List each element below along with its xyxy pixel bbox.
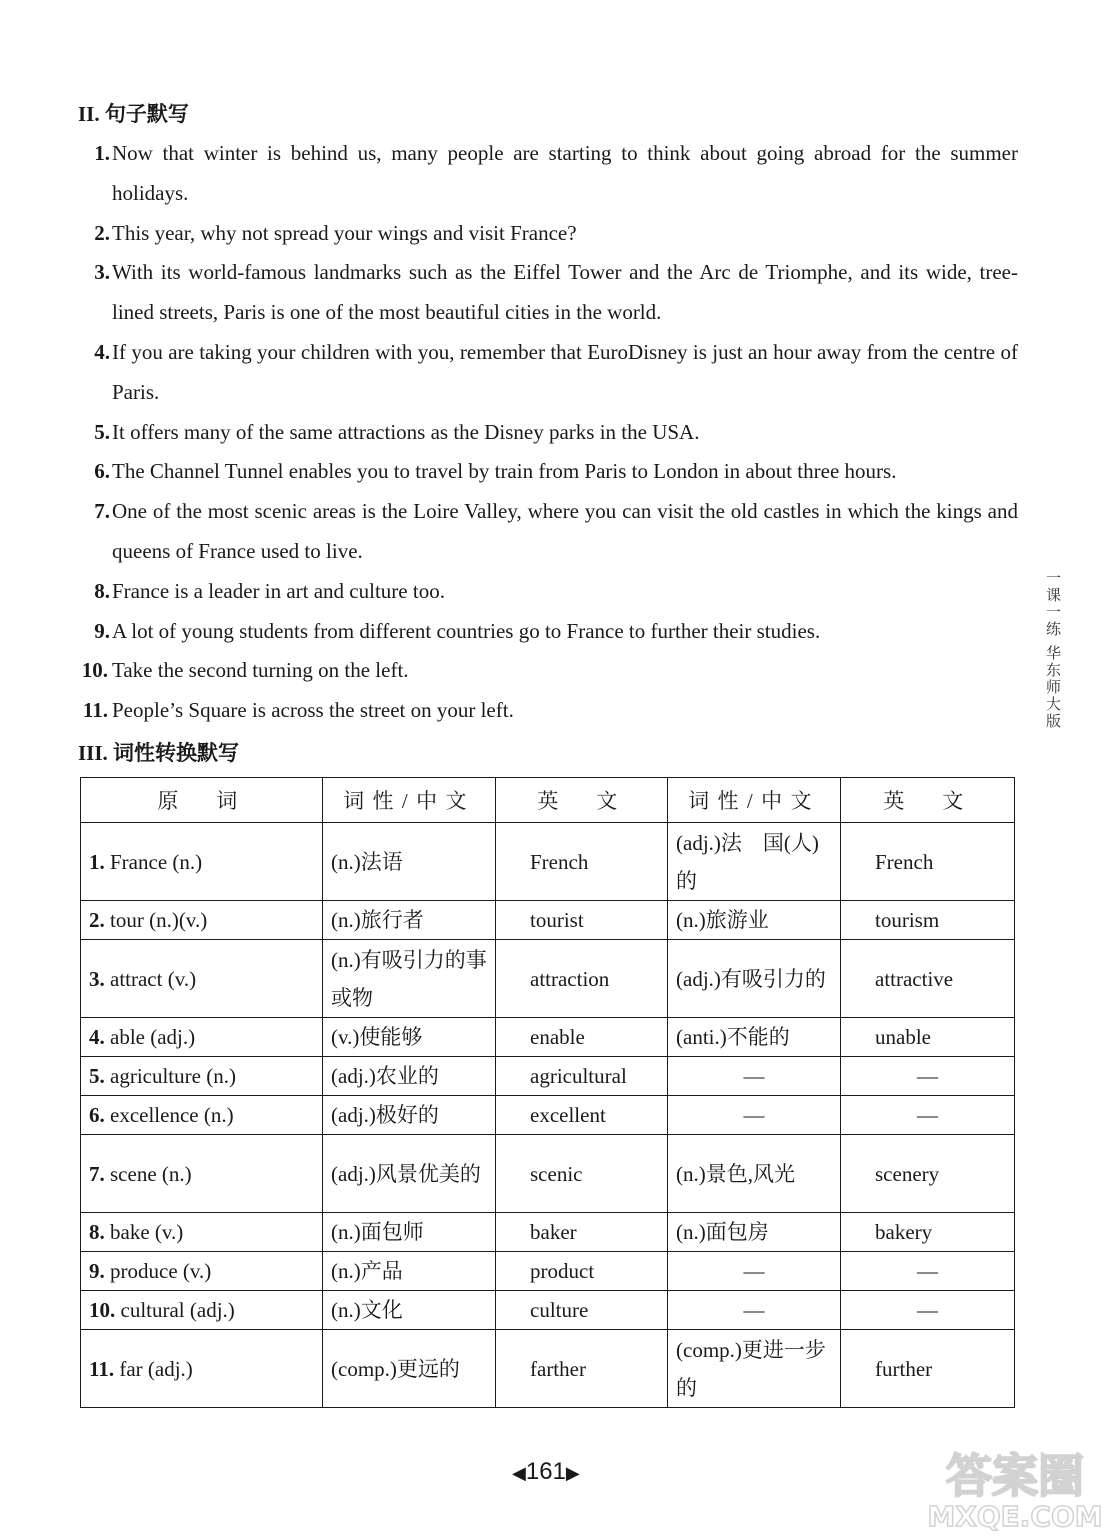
word: able bbox=[110, 1025, 145, 1049]
chinese-cell: (comp.)更远的 bbox=[323, 1330, 496, 1408]
english-cell: farther bbox=[496, 1330, 668, 1408]
word: attract bbox=[110, 966, 163, 991]
section-2-heading: II. 句子默写 bbox=[78, 102, 189, 126]
table-row bbox=[81, 940, 1015, 1018]
sentence-text: The Channel Tunnel enables you to travel by train from Paris to London in about three hours. bbox=[112, 459, 897, 484]
chinese-cell: (adj.)极好的 bbox=[323, 1096, 496, 1135]
table-row bbox=[81, 1213, 1015, 1252]
part-of-speech: (v.) bbox=[154, 1220, 184, 1244]
english-cell-2: — bbox=[841, 1096, 1015, 1135]
table-row bbox=[81, 901, 1015, 940]
sentence-number: 3. bbox=[94, 260, 110, 285]
row-number: 1. bbox=[89, 849, 105, 874]
word: scene bbox=[110, 1161, 157, 1186]
english-cell: French bbox=[496, 823, 668, 901]
word: produce bbox=[110, 1259, 178, 1283]
sentence-text: People’s Square is across the street on your left. bbox=[112, 698, 514, 723]
english-cell: attraction bbox=[496, 940, 668, 1018]
chinese-cell: (n.)文化 bbox=[323, 1291, 496, 1330]
english-cell-2: attractive bbox=[841, 940, 1015, 1018]
part-of-speech: (v.) bbox=[167, 966, 197, 991]
part-of-speech: (adj.) bbox=[189, 1298, 235, 1322]
row-number: 7. bbox=[89, 1161, 105, 1186]
english-cell: culture bbox=[496, 1291, 668, 1330]
word: cultural bbox=[120, 1298, 185, 1322]
sentence-item bbox=[78, 452, 1018, 492]
sentence-text: This year, why not spread your wings and visit France? bbox=[112, 220, 577, 245]
sentence-text: Take the second turning on the left. bbox=[112, 658, 409, 683]
chinese-cell-2: (comp.)更进一步的 bbox=[668, 1330, 841, 1408]
table-row bbox=[81, 1291, 1015, 1330]
chinese-cell-2: — bbox=[668, 1096, 841, 1135]
right-triangle-icon: ▶ bbox=[565, 1463, 580, 1483]
chinese-cell-2: — bbox=[668, 1252, 841, 1291]
chinese-cell: (adj.)农业的 bbox=[323, 1057, 496, 1096]
chinese-cell-2: (n.)景色,风光 bbox=[668, 1135, 841, 1213]
sentence-item bbox=[78, 572, 1018, 612]
header-english: 英 文 bbox=[496, 778, 668, 823]
english-cell: enable bbox=[496, 1018, 668, 1057]
side-margin-text: 一课一练 华东师大版 bbox=[1044, 570, 1062, 730]
row-number: 8. bbox=[89, 1220, 105, 1244]
header-pos-chinese-2: 词性/中文 bbox=[668, 778, 841, 823]
english-cell-2: unable bbox=[841, 1018, 1015, 1057]
part-of-speech: (v.) bbox=[182, 1259, 212, 1283]
english-cell-2: bakery bbox=[841, 1213, 1015, 1252]
original-word-cell bbox=[81, 823, 323, 901]
word: excellence bbox=[110, 1103, 199, 1127]
sentence-text: Now that winter is behind us, many people are starting to think about going abroad for the summer holidays. bbox=[112, 141, 1018, 205]
sentence-number: 4. bbox=[94, 339, 110, 364]
left-triangle-icon: ◀ bbox=[512, 1463, 526, 1483]
original-word-cell bbox=[81, 1057, 323, 1096]
english-cell-2: French bbox=[841, 823, 1015, 901]
page-number bbox=[512, 1458, 580, 1486]
sentence-number: 5. bbox=[94, 419, 110, 444]
sentence-number: 6. bbox=[94, 459, 110, 484]
row-number: 4. bbox=[89, 1025, 105, 1049]
svg-text:答案圈: 答案圈 bbox=[946, 1449, 1084, 1503]
sentence-text: With its world-famous landmarks such as the Eiffel Tower and the Arc de Triomphe, and its wide, tree-lined streets, Paris is one of the most beautiful cities in the world. bbox=[112, 260, 1018, 325]
sentence-item bbox=[78, 651, 1018, 691]
english-cell: excellent bbox=[496, 1096, 668, 1135]
sentence-number: 7. bbox=[94, 499, 110, 524]
chinese-cell: (n.)产品 bbox=[323, 1252, 496, 1291]
header-english-2: 英 文 bbox=[841, 778, 1015, 823]
header-pos-chinese: 词性/中文 bbox=[323, 778, 496, 823]
chinese-cell: (n.)法语 bbox=[323, 823, 496, 901]
table-row bbox=[81, 1057, 1015, 1096]
sentence-item bbox=[78, 691, 1018, 731]
english-cell: baker bbox=[496, 1213, 668, 1252]
sentence-item bbox=[78, 253, 1018, 333]
english-cell-2: scenery bbox=[841, 1135, 1015, 1213]
english-cell: scenic bbox=[496, 1135, 668, 1213]
sentence-item bbox=[78, 612, 1018, 652]
chinese-cell-2: (n.)面包房 bbox=[668, 1213, 841, 1252]
row-number: 5. bbox=[89, 1064, 105, 1088]
english-cell-2: tourism bbox=[841, 901, 1015, 940]
row-number: 10. bbox=[89, 1298, 116, 1322]
sentence-text: A lot of young students from different countries go to France to further their studies. bbox=[112, 618, 821, 643]
original-word-cell bbox=[81, 1252, 323, 1291]
sentence-number: 11. bbox=[82, 698, 108, 723]
word: tour bbox=[110, 908, 144, 932]
sentence-item bbox=[78, 134, 1018, 214]
original-word-cell bbox=[81, 1096, 323, 1135]
chinese-cell-2: (anti.)不能的 bbox=[668, 1018, 841, 1057]
english-cell: tourist bbox=[496, 901, 668, 940]
table-row bbox=[81, 1096, 1015, 1135]
original-word-cell bbox=[81, 1291, 323, 1330]
english-cell: agricultural bbox=[496, 1057, 668, 1096]
sentence-text: It offers many of the same attractions as the Disney parks in the USA. bbox=[112, 419, 700, 444]
english-cell-2: — bbox=[841, 1057, 1015, 1096]
row-number: 11. bbox=[89, 1356, 115, 1381]
part-of-speech: (adj.) bbox=[147, 1356, 193, 1381]
part-of-speech: (n.) bbox=[206, 1064, 236, 1088]
chinese-cell: (n.)旅行者 bbox=[323, 901, 496, 940]
section-3-heading: III. 词性转换默写 bbox=[78, 741, 240, 765]
english-cell-2: further bbox=[841, 1330, 1015, 1408]
original-word-cell bbox=[81, 1018, 323, 1057]
chinese-cell-2: — bbox=[668, 1291, 841, 1330]
word: far bbox=[119, 1356, 143, 1381]
table-row bbox=[81, 823, 1015, 901]
chinese-cell-2: — bbox=[668, 1057, 841, 1096]
word: agriculture bbox=[110, 1064, 201, 1088]
chinese-cell-2: (adj.)有吸引力的 bbox=[668, 940, 841, 1018]
english-cell-2: — bbox=[841, 1252, 1015, 1291]
word: bake bbox=[110, 1220, 150, 1244]
word-form-table bbox=[80, 777, 1015, 1408]
sentence-text: One of the most scenic areas is the Loire Valley, where you can visit the old castles in which the kings and queens of France used to live. bbox=[112, 499, 1018, 563]
part-of-speech: (adj.) bbox=[150, 1025, 196, 1049]
part-of-speech: (n.) bbox=[172, 849, 203, 874]
chinese-cell-2: (n.)旅游业 bbox=[668, 901, 841, 940]
page-number-value: 161 bbox=[525, 1458, 566, 1485]
row-number: 3. bbox=[89, 966, 105, 991]
row-number: 9. bbox=[89, 1259, 105, 1283]
chinese-cell: (n.)面包师 bbox=[323, 1213, 496, 1252]
table-row bbox=[81, 1252, 1015, 1291]
chinese-cell: (v.)使能够 bbox=[323, 1018, 496, 1057]
table-row bbox=[81, 1330, 1015, 1408]
row-number: 2. bbox=[89, 908, 105, 932]
row-number: 6. bbox=[89, 1103, 105, 1127]
original-word-cell bbox=[81, 940, 323, 1018]
sentence-number: 2. bbox=[94, 220, 110, 245]
english-cell-2: — bbox=[841, 1291, 1015, 1330]
table-row bbox=[81, 1018, 1015, 1057]
chinese-cell: (adj.)风景优美的 bbox=[323, 1135, 496, 1213]
sentence-item bbox=[78, 492, 1018, 572]
sentence-list bbox=[78, 134, 1018, 731]
sentence-number: 8. bbox=[94, 578, 110, 603]
sentence-item bbox=[78, 333, 1018, 413]
part-of-speech: (n.)(v.) bbox=[149, 908, 208, 932]
original-word-cell bbox=[81, 901, 323, 940]
table-row bbox=[81, 1135, 1015, 1213]
original-word-cell bbox=[81, 1213, 323, 1252]
header-original-word: 原 词 bbox=[81, 778, 323, 823]
sentence-item bbox=[78, 413, 1018, 453]
chinese-cell: (n.)有吸引力的事或物 bbox=[323, 940, 496, 1018]
original-word-cell bbox=[81, 1135, 323, 1213]
svg-text:MXQE.COM: MXQE.COM bbox=[927, 1500, 1103, 1532]
word: France bbox=[110, 849, 168, 874]
sentence-number: 1. bbox=[94, 141, 110, 165]
part-of-speech: (n.) bbox=[203, 1103, 234, 1127]
sentence-text: If you are taking your children with you, remember that EuroDisney is just an hour away from the centre of Paris. bbox=[112, 339, 1018, 404]
sentence-item bbox=[78, 214, 1018, 254]
chinese-cell-2: (adj.)法 国(人)的 bbox=[668, 823, 841, 901]
english-cell: product bbox=[496, 1252, 668, 1291]
sentence-number: 9. bbox=[94, 618, 110, 643]
sentence-number: 10. bbox=[81, 658, 108, 683]
part-of-speech: (n.) bbox=[161, 1161, 192, 1186]
original-word-cell bbox=[81, 1330, 323, 1408]
watermark-logo bbox=[915, 1440, 1115, 1532]
table-header-row bbox=[81, 778, 1015, 823]
sentence-text: France is a leader in art and culture too. bbox=[112, 578, 445, 603]
